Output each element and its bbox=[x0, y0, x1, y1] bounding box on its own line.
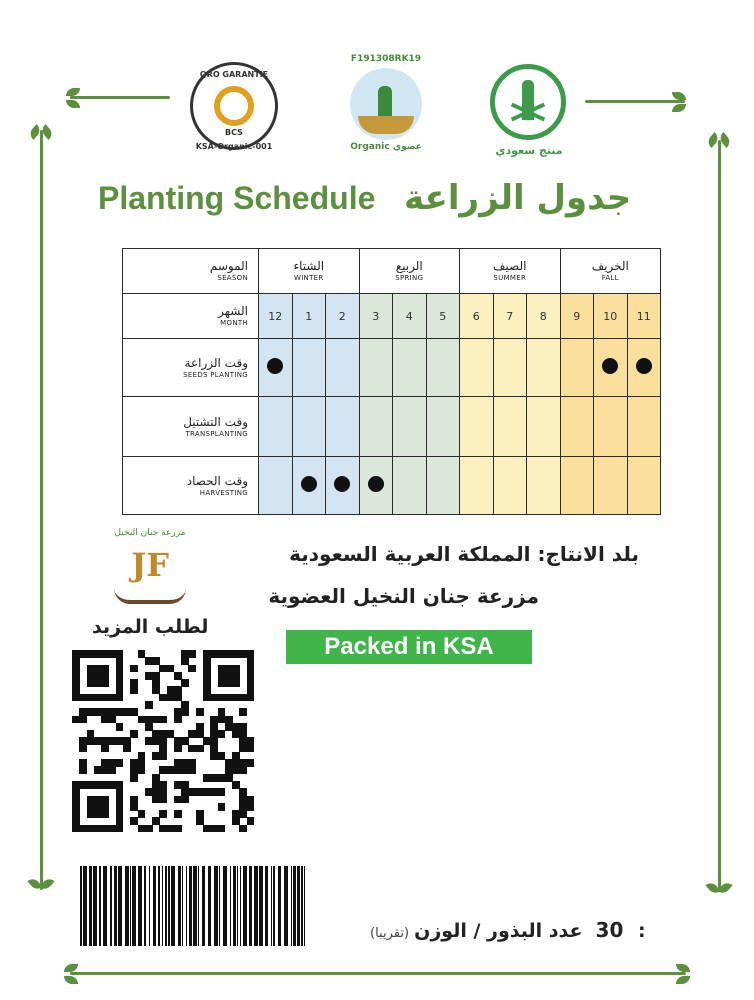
barcode-bar bbox=[171, 866, 175, 946]
barcode-bar bbox=[165, 866, 167, 946]
qr-module bbox=[239, 825, 247, 833]
qr-module bbox=[108, 766, 116, 774]
barcode-bar bbox=[182, 866, 183, 946]
barcode-bar bbox=[219, 866, 220, 946]
schedule-dot bbox=[368, 476, 384, 492]
order-more-label: لطلب المزيد bbox=[92, 616, 209, 638]
transplanting-row bbox=[123, 397, 661, 457]
qr-module bbox=[138, 766, 146, 774]
bottom-vine bbox=[70, 972, 686, 975]
qr-module bbox=[218, 788, 226, 796]
month-cell: 3 bbox=[359, 294, 393, 339]
qr-module bbox=[87, 796, 109, 818]
qr-module bbox=[188, 650, 196, 658]
qr-module bbox=[116, 781, 124, 832]
barcode-bar bbox=[301, 866, 303, 946]
leaf-icon bbox=[676, 964, 690, 972]
qr-module bbox=[181, 708, 189, 716]
qr-module bbox=[145, 701, 153, 709]
qr-module bbox=[130, 730, 138, 738]
barcode-bar bbox=[130, 866, 131, 946]
barcode-bar bbox=[259, 866, 263, 946]
qr-code[interactable] bbox=[72, 650, 254, 836]
cert-top-text: QRO GARANTIE bbox=[199, 70, 269, 79]
qr-module bbox=[174, 745, 182, 753]
qr-module bbox=[239, 766, 247, 774]
qr-module bbox=[130, 774, 138, 782]
qr-module bbox=[116, 759, 124, 767]
barcode-bar bbox=[178, 866, 181, 946]
month-cell: 1 bbox=[292, 294, 326, 339]
barcode-bar bbox=[80, 866, 82, 946]
organic-label-text: Organic عضوي bbox=[350, 142, 422, 152]
qr-module bbox=[247, 803, 255, 811]
month-cell: 10 bbox=[594, 294, 628, 339]
origin-country: بلد الانتاج: المملكة العربية السعودية bbox=[289, 542, 639, 566]
barcode-bar bbox=[202, 866, 205, 946]
month-cell: 5 bbox=[426, 294, 460, 339]
title-arabic: جدول الزراعة bbox=[404, 178, 632, 218]
month-cell: 7 bbox=[493, 294, 527, 339]
qr-module bbox=[174, 825, 182, 833]
barcode-bar bbox=[149, 866, 150, 946]
barcode-bar bbox=[93, 866, 97, 946]
qr-module bbox=[79, 716, 87, 724]
qr-module bbox=[159, 796, 167, 804]
schedule-dot bbox=[636, 358, 652, 374]
schedule-dot bbox=[602, 358, 618, 374]
barcode-bar bbox=[230, 866, 231, 946]
seeds-planting-row bbox=[123, 339, 661, 397]
qr-module bbox=[188, 766, 196, 774]
farm-logo bbox=[100, 528, 200, 614]
qr-module bbox=[79, 766, 87, 774]
left-vine bbox=[40, 130, 43, 890]
barcode-bar bbox=[162, 866, 163, 946]
top-vine-left bbox=[70, 96, 170, 99]
qr-module bbox=[247, 759, 255, 767]
leaf-icon bbox=[66, 88, 80, 96]
right-vine bbox=[718, 140, 721, 890]
transplanting-label: وقت التشتيل TRANSPLANTING bbox=[123, 397, 259, 457]
qr-module bbox=[159, 752, 167, 760]
barcode-bar bbox=[214, 866, 218, 946]
barcode-bar bbox=[271, 866, 272, 946]
barcode-bar bbox=[118, 866, 122, 946]
qr-module bbox=[130, 686, 138, 694]
barcode-bar bbox=[125, 866, 129, 946]
qr-module bbox=[203, 650, 211, 701]
season-label: الموسم SEASON bbox=[123, 249, 259, 294]
qr-module bbox=[181, 796, 189, 804]
barcode-bar bbox=[297, 866, 300, 946]
saudi-product-logo bbox=[488, 64, 570, 160]
barcode-bar bbox=[273, 866, 275, 946]
month-cell: 8 bbox=[527, 294, 561, 339]
seed-weight-line bbox=[370, 918, 646, 948]
qr-module bbox=[218, 665, 240, 687]
barcode-bar bbox=[304, 866, 305, 946]
month-cell: 4 bbox=[393, 294, 427, 339]
barcode bbox=[80, 866, 310, 946]
barcode-bar bbox=[132, 866, 136, 946]
seeds-planting-label: وقت الزراعة SEEDS PLANTING bbox=[123, 339, 259, 397]
month-cell: 6 bbox=[460, 294, 494, 339]
leaf-icon bbox=[676, 976, 690, 984]
barcode-bar bbox=[265, 866, 268, 946]
qr-module bbox=[218, 803, 226, 811]
qr-module bbox=[79, 745, 87, 753]
barcode-bar bbox=[198, 866, 199, 946]
schedule-dot bbox=[334, 476, 350, 492]
qr-module bbox=[138, 810, 146, 818]
barcode-bar bbox=[168, 866, 170, 946]
month-cell: 9 bbox=[560, 294, 594, 339]
qr-module bbox=[218, 825, 226, 833]
qr-module bbox=[123, 745, 131, 753]
weight-value: 30 bbox=[595, 918, 624, 942]
leaf-icon bbox=[672, 104, 686, 112]
organic-certification-logo bbox=[186, 58, 282, 154]
month-cell: 2 bbox=[326, 294, 360, 339]
barcode-bar bbox=[144, 866, 146, 946]
farm-arc-text: مزرعة جنان النخيل bbox=[114, 528, 186, 538]
barcode-bar bbox=[103, 866, 107, 946]
month-cell: 11 bbox=[627, 294, 661, 339]
qr-module bbox=[101, 745, 109, 753]
cert-bottom-text: KSA-Organic-001 bbox=[195, 142, 273, 151]
barcode-bar bbox=[249, 866, 252, 946]
organic-code-text: F191308RK19 bbox=[350, 54, 422, 64]
qr-module bbox=[247, 817, 255, 825]
barcode-bar bbox=[223, 866, 227, 946]
leaf-icon bbox=[64, 964, 78, 972]
qr-module bbox=[174, 810, 182, 818]
month-cell: 12 bbox=[259, 294, 293, 339]
barcode-bar bbox=[254, 866, 258, 946]
organic-palm-logo bbox=[340, 50, 432, 158]
qr-module bbox=[174, 716, 182, 724]
weight-label: عدد البذور / الوزن : bbox=[414, 920, 646, 942]
harvesting-row bbox=[123, 457, 661, 515]
qr-module bbox=[247, 650, 255, 701]
barcode-bar bbox=[284, 866, 288, 946]
barcode-bar bbox=[110, 866, 112, 946]
barcode-bar bbox=[83, 866, 87, 946]
barcode-bar bbox=[186, 866, 187, 946]
barcode-bar bbox=[114, 866, 117, 946]
schedule-dot bbox=[267, 358, 283, 374]
qr-module bbox=[159, 716, 167, 724]
top-vine-right bbox=[585, 100, 685, 103]
cert-middle-text: BCS bbox=[225, 128, 243, 137]
barcode-bar bbox=[158, 866, 160, 946]
season-row bbox=[123, 249, 661, 294]
barcode-bar bbox=[293, 866, 296, 946]
qr-module bbox=[218, 730, 226, 738]
barcode-bar bbox=[240, 866, 241, 946]
barcode-bar bbox=[99, 866, 101, 946]
barcode-bar bbox=[153, 866, 156, 946]
planting-schedule-table bbox=[122, 248, 661, 515]
month-row bbox=[123, 294, 661, 339]
season-summer: الصيف SUMMER bbox=[460, 249, 561, 294]
barcode-bar bbox=[237, 866, 238, 946]
qr-module bbox=[116, 723, 124, 731]
origin-farm: مزرعة جنان النخيل العضوية bbox=[268, 584, 539, 608]
barcode-bar bbox=[193, 866, 197, 946]
harvesting-label: وقت الحصاد HARVESTING bbox=[123, 457, 259, 515]
barcode-bar bbox=[138, 866, 142, 946]
qr-module bbox=[159, 810, 167, 818]
barcode-bar bbox=[243, 866, 247, 946]
weight-unit: (تقريبا) bbox=[370, 926, 410, 941]
qr-module bbox=[196, 708, 204, 716]
season-fall: الخريف FALL bbox=[560, 249, 661, 294]
barcode-bar bbox=[189, 866, 192, 946]
barcode-bar bbox=[208, 866, 211, 946]
month-label: الشهر MONTH bbox=[123, 294, 259, 339]
schedule-dot bbox=[301, 476, 317, 492]
qr-module bbox=[196, 745, 204, 753]
title-english: Planting Schedule bbox=[98, 180, 376, 216]
leaf-icon bbox=[672, 92, 686, 100]
qr-module bbox=[145, 825, 153, 833]
farm-initials: JF bbox=[131, 546, 169, 584]
qr-module bbox=[72, 650, 80, 701]
qr-module bbox=[72, 781, 80, 832]
barcode-bar bbox=[278, 866, 281, 946]
barcode-bar bbox=[233, 866, 236, 946]
saudi-product-text: منتج سعودي bbox=[495, 144, 563, 157]
packed-in-ksa-badge: Packed in KSA bbox=[286, 630, 532, 664]
barcode-bar bbox=[89, 866, 92, 946]
qr-module bbox=[188, 665, 196, 673]
leaf-icon bbox=[66, 100, 80, 108]
qr-module bbox=[181, 679, 189, 687]
season-spring: الربيع SPRING bbox=[359, 249, 460, 294]
qr-module bbox=[130, 665, 138, 673]
season-winter: الشتاء WINTER bbox=[259, 249, 360, 294]
qr-module bbox=[247, 745, 255, 753]
barcode-bar bbox=[291, 866, 292, 946]
qr-module bbox=[239, 708, 247, 716]
qr-module bbox=[87, 665, 109, 687]
leaf-icon bbox=[64, 976, 78, 984]
qr-module bbox=[116, 650, 124, 701]
